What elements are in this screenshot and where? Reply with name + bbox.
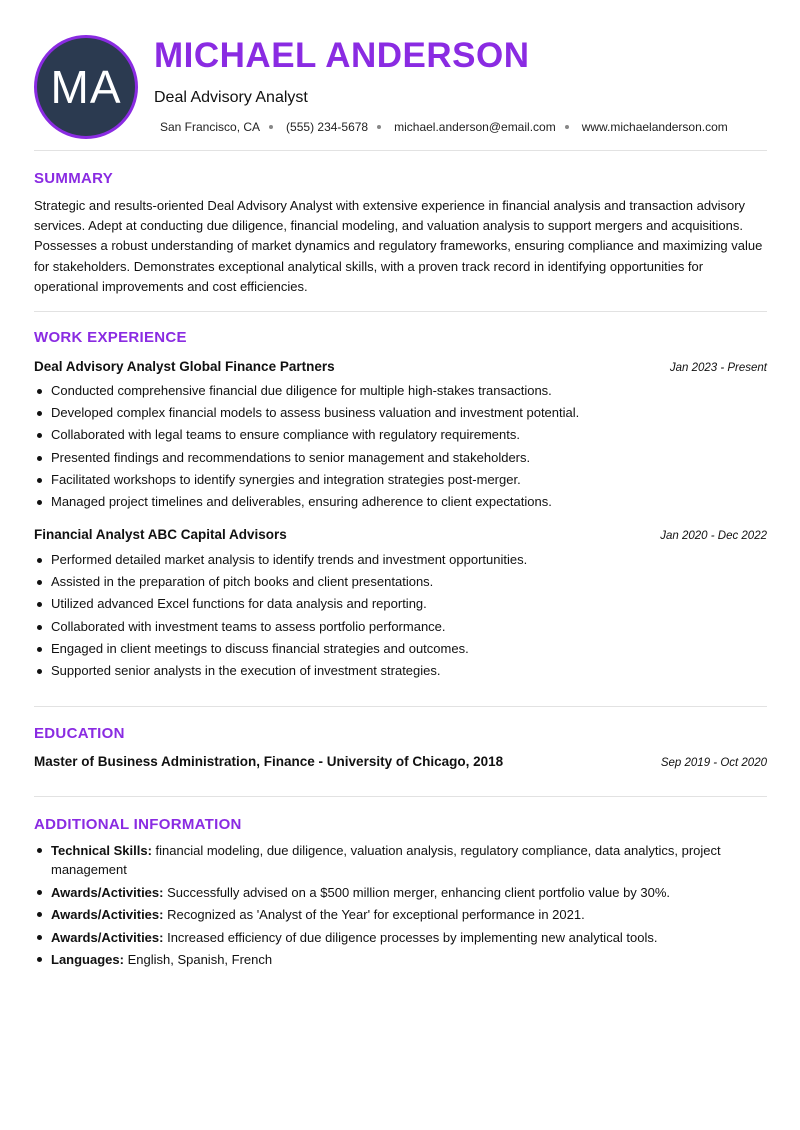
info-text: financial modeling, due diligence, valuation analysis, regulatory compliance, data analytics, project management [51,843,721,877]
list-item: Facilitated workshops to identify synergies and integration strategies post-merger. [34,469,767,491]
divider [34,311,767,312]
job-title: Financial Analyst ABC Capital Advisors [34,527,287,542]
divider [34,706,767,707]
section-title-summary: SUMMARY [34,170,114,187]
list-item [34,950,767,969]
job-header [34,527,767,542]
candidate-name: MICHAEL ANDERSON [154,36,530,75]
job-dates: Jan 2020 - Dec 2022 [660,530,767,542]
list-item: Collaborated with investment teams to assess portfolio performance. [34,616,767,638]
section-title-education: EDUCATION [34,725,125,742]
contact-location: San Francisco, CA [160,120,261,134]
candidate-headline: Deal Advisory Analyst [154,89,308,106]
info-text: Increased efficiency of due diligence processes by implementing new analytical tools. [163,929,658,945]
info-label: Awards/Activities: [51,884,164,900]
list-item: Developed complex financial models to assess business valuation and investment potential. [34,402,767,424]
info-label: Technical Skills: [51,843,152,858]
info-label: Languages: [51,952,124,967]
list-item: Utilized advanced Excel functions for data analysis and reporting. [34,593,767,615]
list-item [34,841,767,879]
list-item: Managed project timelines and deliverables, ensuring adherence to client expectations. [34,491,767,513]
separator-dot [269,125,273,129]
divider [34,150,767,151]
info-label: Awards/Activities: [51,929,164,945]
list-item: Engaged in client meetings to discuss financial strategies and outcomes. [34,638,767,660]
job-bullets [34,380,767,513]
section-title-experience: WORK EXPERIENCE [34,329,187,346]
job-header [34,359,767,374]
job-dates: Jan 2023 - Present [669,362,767,374]
avatar [34,35,138,139]
list-item: Presented findings and recommendations to senior management and stakeholders. [34,447,767,469]
divider [34,796,767,797]
contact-website[interactable]: www.michaelanderson.com [581,120,728,134]
info-label: Awards/Activities: [51,907,164,922]
list-item [34,883,767,902]
separator-dot [377,125,381,129]
contact-phone: (555) 234-5678 [286,120,369,134]
additional-info-list [34,841,767,973]
education-degree: Master of Business Administration, Finance - University of Chicago, 2018 [34,754,504,769]
section-title-additional: ADDITIONAL INFORMATION [34,816,242,833]
summary-text: Strategic and results-oriented Deal Advisory Analyst with extensive experience in financial analysis and transaction advisory services. Adept at conducting due diligence, financial modeling, and valuation analysis to support mergers and acquisitions. Possesses a robust understanding of market dynamics and regulatory frameworks, ensuring compliance and maximizing value for stakeholders. Demonstrates exceptional analytical skills, with a proven track record in identifying opportunities for operational improvements and cost efficiencies. [34,198,763,294]
info-text: Recognized as 'Analyst of the Year' for exceptional performance in 2021. [163,907,585,922]
info-text: Successfully advised on a $500 million merger, enhancing client portfolio value by 30%. [163,884,671,900]
list-item: Performed detailed market analysis to identify trends and investment opportunities. [34,549,767,571]
list-item [34,905,767,924]
contact-email[interactable]: michael.anderson@email.com [394,120,556,134]
list-item: Collaborated with legal teams to ensure compliance with regulatory requirements. [34,424,767,446]
info-text: English, Spanish, French [123,952,273,967]
list-item: Assisted in the preparation of pitch books and client presentations. [34,571,767,593]
job-bullets [34,549,767,682]
list-item [34,928,767,947]
contact-bar [160,120,728,134]
separator-dot [565,125,569,129]
list-item: Conducted comprehensive financial due diligence for multiple high-stakes transactions. [34,380,767,402]
list-item: Supported senior analysts in the execution of investment strategies. [34,660,767,682]
education-entry [34,754,767,769]
avatar-initials: MA [50,61,122,113]
education-dates: Sep 2019 - Oct 2020 [660,757,767,769]
job-title: Deal Advisory Analyst Global Finance Partners [34,359,335,374]
